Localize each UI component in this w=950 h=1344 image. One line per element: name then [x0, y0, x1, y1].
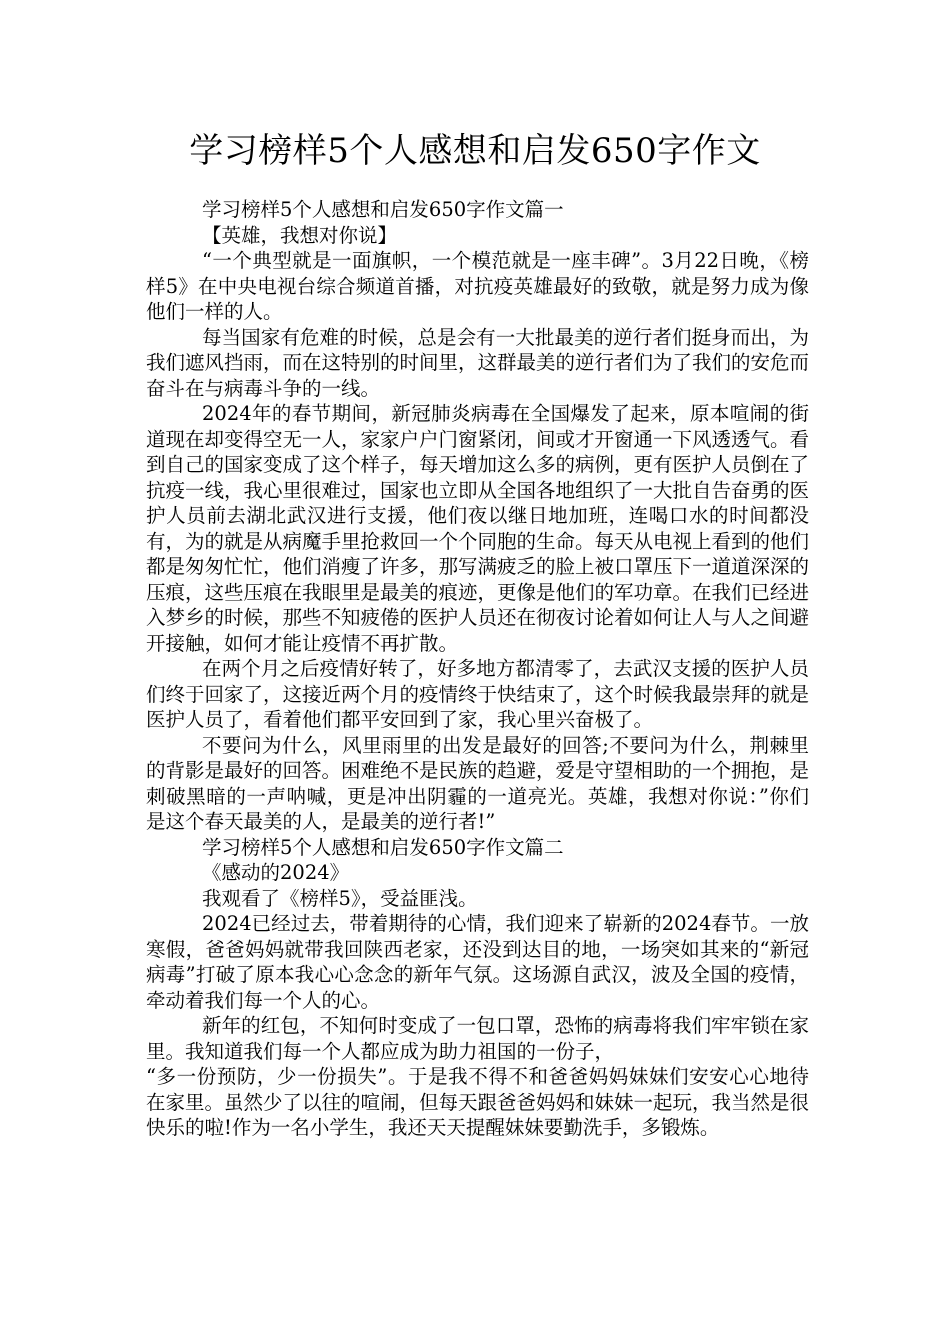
paragraph: 2024年的春节期间，新冠肺炎病毒在全国爆发了起来，原本喧闹的街道现在却变得空无一人，家家户户门窗紧闭，间或才开窗通一下风透透气。看到自己的国家变成了这个样子，每天增加这么多的病例，更有医护人员倒在了抗疫一线，我心里很难过，国家也立即从全国各地组织了一大批自告奋勇的医护人员前去湖北武汉进行支援，他们夜以继日地加班，连喝口水的时间都没有，为的就是从病魔手里抢救回一个个同胞的生命。每天从电视上看到的他们都是匆匆忙忙，他们消瘦了许多，那写满疲乏的脸上被口罩压下一道道深深的压痕，这些压痕在我眼里是最美的痕迹，更像是他们的军功章。在我们已经进入梦乡的时候，那些不知疲倦的医护人员还在彻夜讨论着如何让人与人之间避开接触，如何才能让疫情不再扩散。	[146, 402, 810, 655]
paragraph: 2024已经过去，带着期待的心情，我们迎来了崭新的2024春节。一放寒假，爸爸妈妈就带我回陕西老家，还没到达目的地，一场突如其来的“新冠病毒”打破了原本我心心念念的新年气氛。这场源自武汉，波及全国的疫情，牵动着我们每一个人的心。	[146, 912, 809, 1012]
paragraph: “多一份预防，少一份损失”。于是我不得不和爸爸妈妈妹妹们安安心心地待在家里。虽然少了以往的喧闹，但每天跟爸爸妈妈和妹妹一起玩，我当然是很快乐的啦!作为一名小学生，我还天天提醒妹妹要勤洗手，多锻炼。	[146, 1065, 810, 1139]
paragraph: “一个典型就是一面旗帜，一个模范就是一座丰碑”。3月22日晚，《榜样5》在中央电视台综合频道首播，对抗疫英雄最好的致敬，就是努力成为像他们一样的人。	[146, 249, 809, 323]
subtitle-2: 《感动的2024》	[202, 861, 350, 884]
section-heading-2: 学习榜样5个人感想和启发650字作文篇二	[202, 835, 564, 859]
paragraph: 每当国家有危难的时候，总是会有一大批最美的逆行者们挺身而出，为我们遮风挡雨，而在这特别的时间里，这群最美的逆行者们为了我们的安危而奋斗在与病毒斗争的一线。	[146, 325, 810, 400]
paragraph: 在两个月之后疫情好转了，好多地方都清零了，去武汉支援的医护人员们终于回家了，这接近两个月的疫情终于快结束了，这个时候我最崇拜的就是医护人员了，看着他们都平安回到了家，我心里兴奋极了。	[146, 657, 810, 731]
subtitle-1: 【英雄，我想对你说】	[202, 223, 398, 247]
document-title: 学习榜样5个人感想和启发650字作文	[189, 131, 761, 171]
paragraph: 我观看了《榜样5》，受益匪浅。	[202, 886, 478, 910]
paragraph: 新年的红包，不知何时变成了一包口罩，恐怖的病毒将我们牢牢锁在家里。我知道我们每一个人都应成为助力祖国的一份子，	[146, 1014, 809, 1063]
document-body	[146, 197, 809, 1141]
paragraph: 不要问为什么，风里雨里的出发是最好的回答;不要问为什么，荆棘里的背影是最好的回答。困难绝不是民族的趋避，爱是守望相助的一个拥抱，是刺破黑暗的一声呐喊，更是冲出阴霾的一道亮光。英雄，我想对你说：”你们是这个春天最美的人，是最美的逆行者!”	[146, 733, 810, 833]
section-heading-1: 学习榜样5个人感想和启发650字作文篇一	[202, 198, 564, 221]
